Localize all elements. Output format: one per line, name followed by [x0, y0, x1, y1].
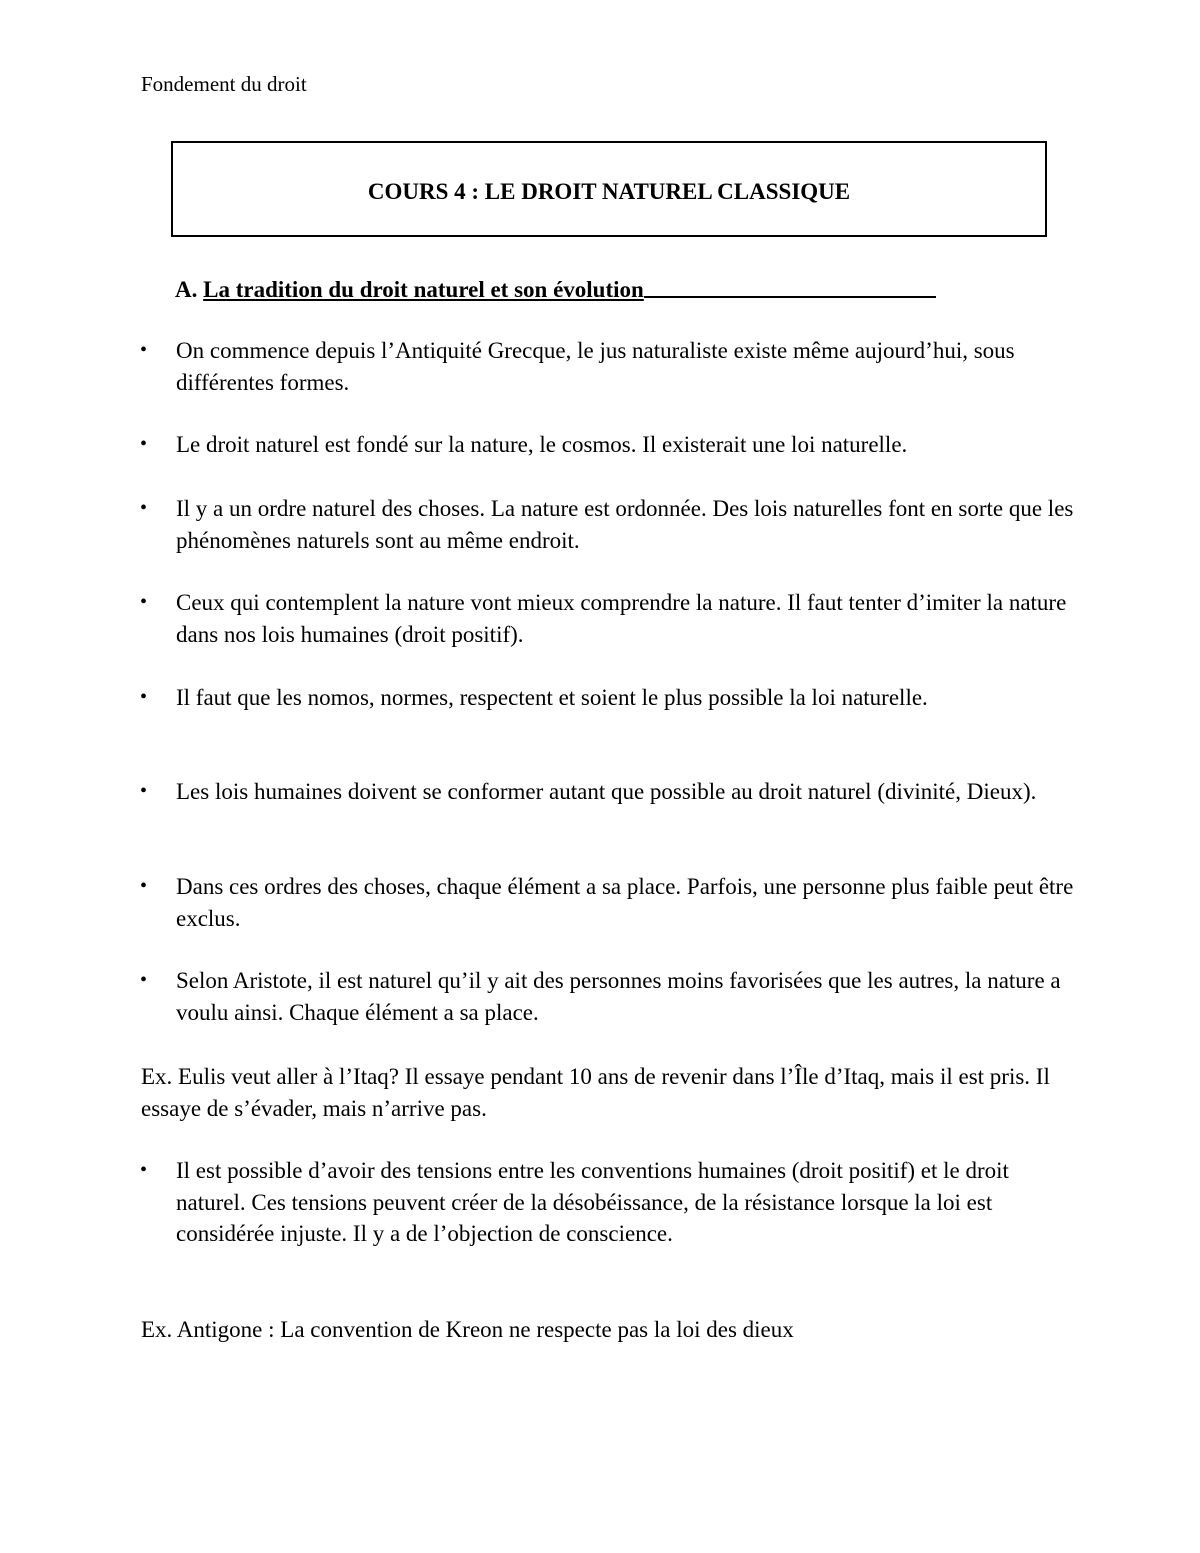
bullet-item — [140, 871, 1076, 934]
bullet-item — [140, 429, 1076, 461]
bullet-text: On commence depuis l’Antiquité Grecque, le jus naturaliste existe même aujourd’hui, sous différentes formes. — [176, 338, 1015, 395]
section-prefix: A. — [175, 277, 198, 302]
bullet-icon: • — [140, 780, 148, 802]
bullet-icon: • — [140, 1159, 148, 1181]
section-heading — [175, 272, 936, 305]
section-heading-text: La tradition du droit naturel et son évolution — [203, 277, 644, 302]
bullet-text: Il y a un ordre naturel des choses. La nature est ordonnée. Des lois naturelles font en sorte que les phénomènes naturels sont au même endroit. — [176, 496, 1074, 553]
bullet-icon: • — [140, 591, 148, 613]
course-title-box — [171, 141, 1047, 237]
bullet-icon: • — [140, 497, 148, 519]
bullet-text: Il est possible d’avoir des tensions entre les conventions humaines (droit positif) et le droit naturel. Ces tensions peuvent créer de la désobéissance, de la résistance lorsque la loi est considérée injuste. Il y a de l’objection de conscience. — [176, 1158, 1009, 1246]
bullet-text: Le droit naturel est fondé sur la nature, le cosmos. Il existerait une loi naturelle. — [176, 432, 908, 457]
bullet-text: Ceux qui contemplent la nature vont mieux comprendre la nature. Il faut tenter d’imiter la nature dans nos lois humaines (droit positif). — [176, 590, 1067, 647]
bullet-item — [140, 965, 1076, 1028]
bullet-item — [140, 682, 1076, 714]
bullet-item — [140, 1155, 1076, 1250]
bullet-text: Dans ces ordres des choses, chaque élément a sa place. Parfois, une personne plus faible peut être exclus. — [176, 874, 1074, 931]
bullet-icon: • — [140, 433, 148, 455]
bullet-icon: • — [140, 969, 148, 991]
bullet-icon: • — [140, 339, 148, 361]
heading-underline-fill — [644, 272, 936, 298]
bullet-item — [140, 493, 1076, 556]
example-paragraph: Ex. Antigone : La convention de Kreon ne respecte pas la loi des dieux — [141, 1317, 794, 1342]
bullet-text: Les lois humaines doivent se conformer autant que possible au droit naturel (divinité, Dieux). — [176, 779, 1037, 804]
bullet-text: Il faut que les nomos, normes, respectent et soient le plus possible la loi naturelle. — [176, 685, 928, 710]
course-title: COURS 4 : LE DROIT NATUREL CLASSIQUE — [367, 179, 851, 204]
running-header: Fondement du droit — [141, 72, 307, 96]
example-paragraph: Ex. Eulis veut aller à l’Itaq? Il essaye pendant 10 ans de revenir dans l’Île d’Itaq, mais il est pris. Il essaye de s’évader, mais n’arrive pas. — [141, 1064, 1050, 1121]
bullet-item — [140, 335, 1076, 398]
bullet-item — [140, 587, 1076, 650]
bullet-item — [140, 776, 1076, 808]
bullet-icon: • — [140, 686, 148, 708]
bullet-text: Selon Aristote, il est naturel qu’il y ait des personnes moins favorisées que les autres, la nature a voulu ainsi. Chaque élément a sa place. — [176, 968, 1061, 1025]
bullet-icon: • — [140, 875, 148, 897]
